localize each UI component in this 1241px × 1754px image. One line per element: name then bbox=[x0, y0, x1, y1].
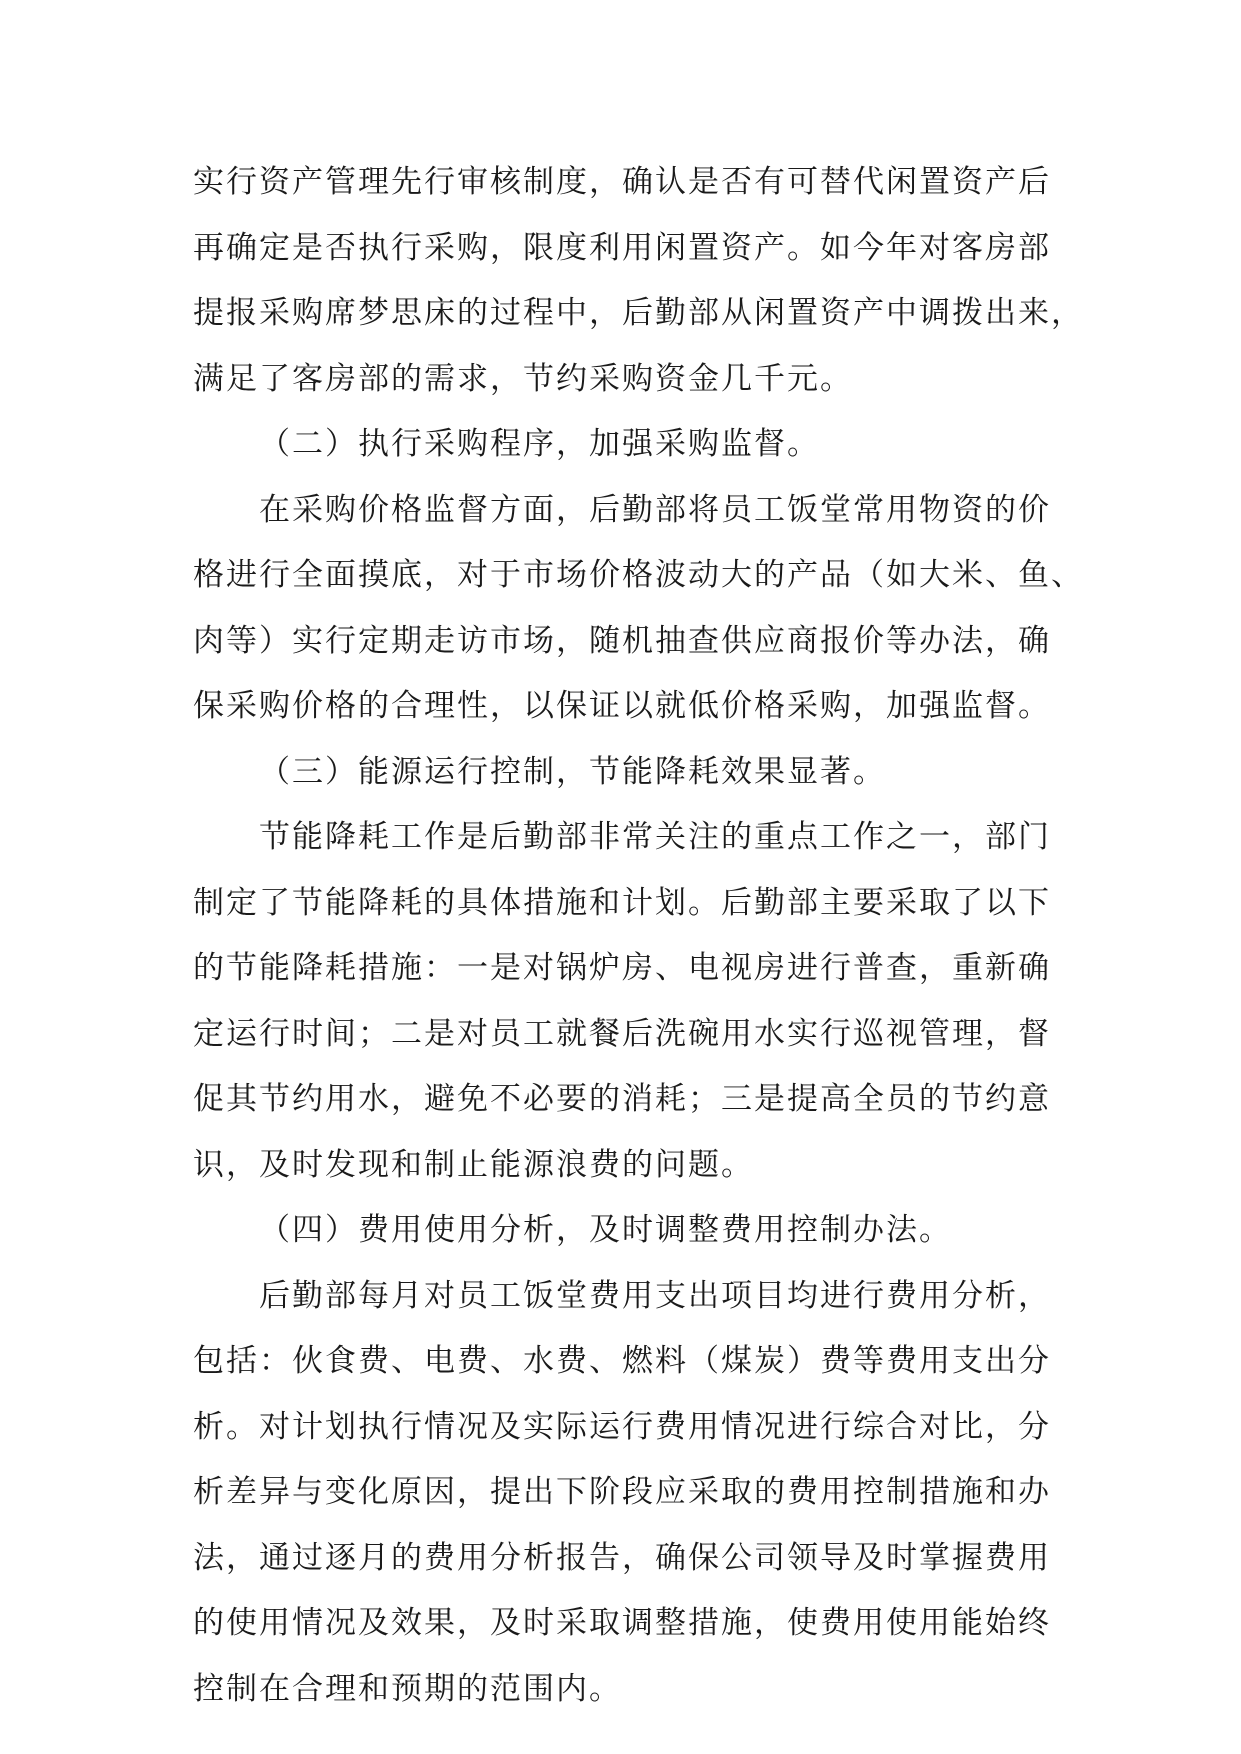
section-heading: （四）费用使用分析，及时调整费用控制办法。 bbox=[259, 1212, 952, 1248]
text-line: 满足了客房部的需求，节约采购资金几千元。 bbox=[193, 360, 853, 397]
section-heading: （三）能源运行控制，节能降耗效果显著。 bbox=[259, 753, 886, 790]
text-line: 肉等）实行定期走访市场，随机抽查供应商报价等办法，确 bbox=[193, 622, 1051, 659]
document-body bbox=[193, 160, 1093, 1732]
text-line: 包括：伙食费、电费、水费、燃料（煤炭）费等费用支出分 bbox=[193, 1343, 1051, 1379]
section-heading: （二）执行采购程序，加强采购监督。 bbox=[259, 426, 820, 462]
text-line: 再确定是否执行采购，限度利用闲置资产。如今年对客房部 bbox=[193, 229, 1051, 266]
text-line: 实行资产管理先行审核制度，确认是否有可替代闲置资产后 bbox=[193, 164, 1051, 200]
text-line: 保采购价格的合理性，以保证以就低价格采购，加强监督。 bbox=[193, 688, 1051, 724]
text-line: 定运行时间；二是对员工就餐后洗碗用水实行巡视管理，督 bbox=[193, 1015, 1051, 1052]
text-line: 在采购价格监督方面，后勤部将员工饭堂常用物资的价 bbox=[259, 491, 1051, 528]
text-line: 法，通过逐月的费用分析报告，确保公司领导及时掌握费用 bbox=[193, 1539, 1051, 1576]
text-line: 格进行全面摸底，对于市场价格波动大的产品（如大米、鱼、 bbox=[193, 557, 1084, 593]
text-line: 控制在合理和预期的范围内。 bbox=[193, 1670, 622, 1707]
text-line: 提报采购席梦思床的过程中，后勤部从闲置资产中调拨出来， bbox=[193, 295, 1084, 331]
text-line: 促其节约用水，避免不必要的消耗；三是提高全员的节约意 bbox=[193, 1081, 1051, 1117]
text-line: 析差异与变化原因，提出下阶段应采取的费用控制措施和办 bbox=[193, 1474, 1051, 1510]
text-line: 的节能降耗措施：一是对锅炉房、电视房进行普查，重新确 bbox=[193, 950, 1051, 986]
text-line: 制定了节能降耗的具体措施和计划。后勤部主要采取了以下 bbox=[193, 884, 1051, 921]
text-line: 析。对计划执行情况及实际运行费用情况进行综合对比，分 bbox=[193, 1408, 1051, 1445]
text-line: 后勤部每月对员工饭堂费用支出项目均进行费用分析， bbox=[259, 1277, 1051, 1314]
text-line: 识，及时发现和制止能源浪费的问题。 bbox=[193, 1146, 754, 1183]
text-line: 节能降耗工作是后勤部非常关注的重点工作之一，部门 bbox=[259, 819, 1051, 855]
text-line: 的使用情况及效果，及时采取调整措施，使费用使用能始终 bbox=[193, 1605, 1051, 1641]
